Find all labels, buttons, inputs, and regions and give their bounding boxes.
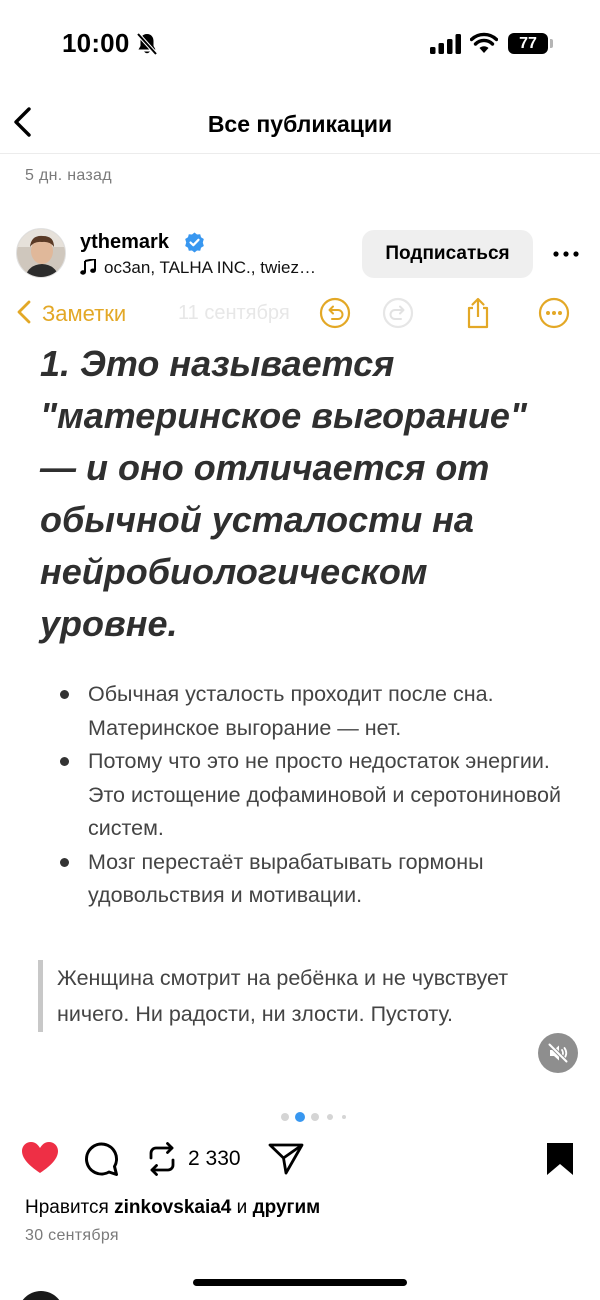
mute-button[interactable]: [538, 1033, 578, 1073]
subscribe-button[interactable]: Подписаться: [362, 230, 533, 278]
verified-badge-icon: [184, 232, 205, 253]
post-age: 5 дн. назад: [25, 167, 112, 184]
more-options-icon[interactable]: [552, 242, 580, 266]
repost-icon[interactable]: [145, 1141, 179, 1177]
send-icon[interactable]: [268, 1142, 304, 1176]
carousel-dot: [342, 1115, 346, 1119]
note-quote: Женщина смотрит на ребёнка и не чувствует ничего. Ни радости, ни злости. Пустоту.: [38, 960, 538, 1032]
note-heading: 1. Это называется "материнское выгорание" — и оно отличается от обычной усталости на нейробиологическом уровне.: [40, 343, 527, 644]
bell-slash-icon: [136, 32, 158, 56]
repost-count: 2 330: [188, 1147, 241, 1170]
note-bullet-list: [58, 678, 578, 913]
music-label: oc3an, TALHA INC., twiez…: [104, 258, 316, 277]
status-time: 10:00: [62, 28, 130, 58]
notes-faded-date: 11 сентября: [178, 302, 290, 324]
carousel-dots: [279, 1112, 359, 1122]
music-row[interactable]: [80, 258, 316, 278]
notes-toolbar: [0, 292, 600, 336]
carousel-dot: [327, 1114, 333, 1120]
username[interactable]: ythemark: [80, 231, 169, 253]
notes-back: [16, 299, 126, 329]
nav-header: [0, 96, 600, 154]
list-item: Потому что это не просто недостаток энергии. Это истощение дофаминовой и серотониновой систем.: [58, 745, 578, 846]
likes-others[interactable]: другим: [252, 1197, 321, 1218]
next-post-avatar[interactable]: [18, 1291, 64, 1300]
avatar[interactable]: [16, 228, 66, 278]
carousel-dot-active: [295, 1112, 305, 1122]
share-icon: [462, 297, 494, 329]
list-item: Мозг перестаёт вырабатывать гормоны удовольствия и мотивации.: [58, 846, 578, 913]
home-indicator: [193, 1279, 407, 1286]
battery-icon: 77: [508, 33, 548, 54]
heart-icon[interactable]: [21, 1141, 59, 1175]
speaker-muted-icon: [547, 1042, 569, 1064]
notes-chevron-left-icon: [16, 299, 32, 325]
carousel-dot: [311, 1113, 319, 1121]
redo-icon: [382, 297, 414, 329]
likes-user[interactable]: zinkovskaia4: [114, 1197, 232, 1218]
notes-back-label: Заметки: [42, 301, 127, 326]
status-bar: [0, 0, 600, 90]
wifi-icon: [470, 32, 498, 54]
music-note-icon: [80, 259, 96, 275]
likes-summary[interactable]: [25, 1197, 320, 1219]
likes-conjunction: и: [236, 1197, 248, 1218]
avatar-image: [17, 229, 66, 278]
undo-icon: [319, 297, 351, 329]
bookmark-icon[interactable]: [546, 1142, 574, 1176]
post-media[interactable]: [0, 292, 600, 1092]
list-item: Обычная усталость проходит после сна. Материнское выгорание — нет.: [58, 678, 578, 745]
post-date: 30 сентября: [25, 1227, 119, 1244]
comment-icon[interactable]: [83, 1141, 119, 1177]
carousel-dot: [281, 1113, 289, 1121]
page-title: Все публикации: [207, 111, 393, 137]
action-bar: [0, 1138, 600, 1182]
likes-prefix: Нравится: [25, 1197, 109, 1218]
more-circle-icon: [538, 297, 570, 329]
signal-icon: [430, 34, 462, 54]
